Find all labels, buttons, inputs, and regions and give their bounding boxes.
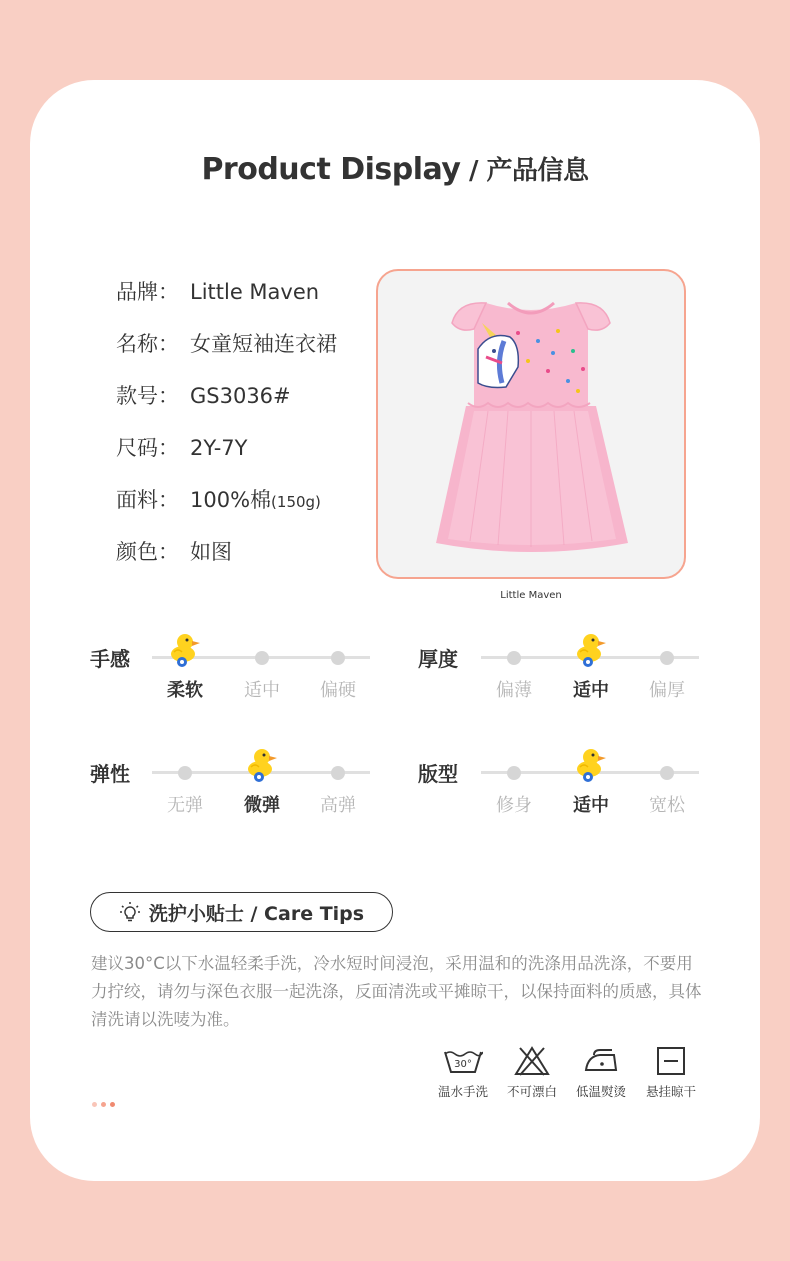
page-dots (92, 1092, 119, 1111)
page-title (0, 150, 790, 187)
scale-label: 手感 (90, 647, 130, 671)
title-cn: 产品信息 (486, 156, 589, 186)
scale-label: 弹性 (90, 762, 130, 786)
no-bleach-icon (514, 1046, 550, 1076)
scale-dot (660, 766, 674, 780)
scale-dot (178, 766, 192, 780)
scale-option: 宽松 (649, 795, 685, 816)
info-value: GS3036# (190, 384, 291, 408)
info-label: 名称： (116, 332, 179, 356)
hand-wash-30-icon (443, 1046, 483, 1076)
scale-dot (331, 766, 345, 780)
page-dot (101, 1102, 106, 1107)
info-label: 颜色： (116, 540, 179, 564)
scale-option: 适中 (573, 795, 609, 816)
scale-option: 偏薄 (496, 680, 532, 701)
info-value: 100%棉 (190, 488, 272, 512)
duck-marker-icon (168, 632, 202, 668)
wash-item-low-iron (566, 1046, 636, 1100)
scale-option: 微弹 (244, 795, 280, 816)
info-label: 面料： (116, 488, 179, 512)
scale-option: 偏硬 (320, 680, 356, 701)
info-row-color (116, 536, 232, 566)
info-row-fabric (116, 484, 321, 514)
care-tips-text: 建议30°C以下水温轻柔手洗，冷水短时间浸泡，采用温和的洗涤用品洗涤，不要用力拧绞，请勿与深色衣服一起洗涤，反面清洗或平摊晾干，以保持面料的质感，具体清洗请以洗唛为准。 (91, 954, 702, 1029)
scale-option: 偏厚 (649, 680, 685, 701)
wash-temp: 30° (454, 1059, 472, 1070)
info-value: Little Maven (190, 280, 320, 304)
product-photo (376, 269, 686, 579)
page-dot (92, 1102, 97, 1107)
dress-illustration (378, 271, 684, 577)
scale-option: 柔软 (167, 680, 203, 701)
info-value: 如图 (190, 540, 232, 564)
info-label: 尺码： (116, 436, 179, 460)
wash-label: 低温熨烫 (575, 1084, 626, 1099)
duck-marker-icon (574, 747, 608, 783)
wash-label: 温水手洗 (437, 1084, 488, 1099)
care-tips-badge (90, 892, 393, 932)
title-separator: / (460, 156, 487, 186)
wash-item-hand-wash (428, 1046, 498, 1100)
scale-dot (507, 651, 521, 665)
scale-dot (507, 766, 521, 780)
wash-label: 不可漂白 (506, 1084, 557, 1099)
photo-caption: Little Maven (500, 590, 562, 601)
scale-dot (660, 651, 674, 665)
duck-marker-icon (574, 632, 608, 668)
scale-option: 无弹 (167, 795, 203, 816)
info-row-size (116, 432, 247, 462)
low-iron-icon (582, 1046, 620, 1076)
info-label: 款号： (116, 384, 179, 408)
info-row-brand (116, 276, 319, 306)
scale-dot (331, 651, 345, 665)
page-dot (110, 1102, 115, 1107)
info-extra: (150g) (271, 493, 321, 511)
care-tips-title: 洗护小贴士 / Care Tips (148, 902, 365, 925)
scale-option: 适中 (573, 680, 609, 701)
scale-label: 厚度 (418, 647, 458, 671)
lightbulb-icon (119, 901, 141, 923)
hang-dry-icon (656, 1046, 686, 1076)
wash-item-no-bleach (497, 1046, 567, 1100)
scale-option: 适中 (244, 680, 280, 701)
wash-item-hang-dry (636, 1046, 706, 1100)
scale-dot (255, 651, 269, 665)
info-label: 品牌： (116, 280, 179, 304)
duck-marker-icon (245, 747, 279, 783)
info-value: 女童短袖连衣裙 (190, 332, 337, 356)
info-row-style-number (116, 380, 291, 410)
scale-label: 版型 (418, 762, 458, 786)
info-row-name (116, 328, 337, 358)
info-value: 2Y-7Y (190, 436, 248, 460)
scale-option: 高弹 (320, 795, 356, 816)
scale-option: 修身 (496, 795, 532, 816)
title-en: Product Display (201, 152, 461, 187)
wash-label: 悬挂晾干 (645, 1084, 696, 1099)
